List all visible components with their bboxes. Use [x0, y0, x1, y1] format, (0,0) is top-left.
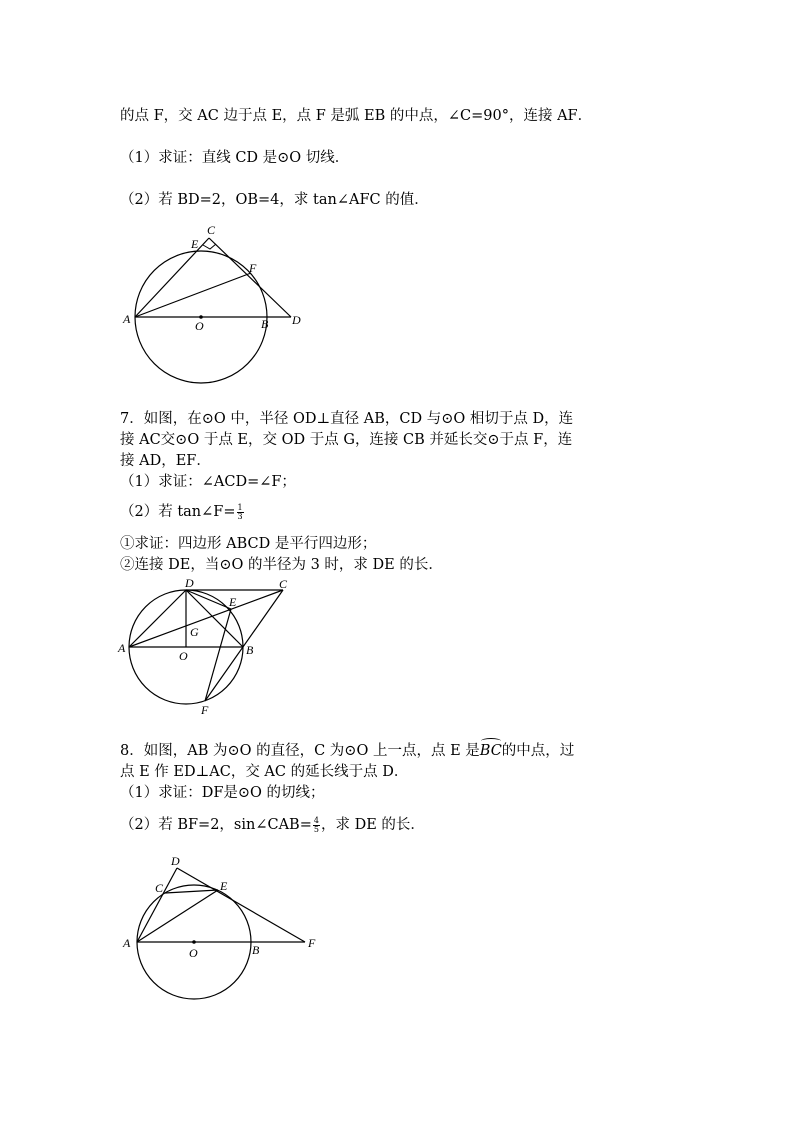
p8-label-C: C	[155, 881, 164, 895]
p6-right-angle-mark	[203, 244, 216, 249]
p8-line-DF	[177, 868, 305, 942]
p7-label-B: B	[246, 643, 254, 657]
p7-label-C: C	[279, 577, 288, 591]
p7-sub-2: ②连接 DE，当⊙O 的半径为 3 时，求 DE 的长．	[120, 557, 443, 573]
p8-line2: 点 E 作 ED⊥AC，交 AC 的延长线于点 D．	[120, 764, 409, 780]
p7-label-G: G	[190, 625, 199, 639]
p8-label-B: B	[252, 943, 260, 957]
p8-line1	[120, 741, 574, 761]
p8-label-A: A	[123, 936, 131, 950]
p7-label-F: F	[201, 703, 209, 717]
p7-question-2	[120, 502, 245, 522]
p6-line1: 的点 F，交 AC 边于点 E，点 F 是弧 EB 的中点，∠C=90°，连接 AF．	[120, 108, 593, 124]
p8-center-dot	[192, 940, 196, 944]
p7-q2-prefix: （2）若 tan∠F=	[120, 504, 236, 520]
p8-arc-BC: BC	[479, 743, 502, 759]
p8-fraction-num: 4	[313, 815, 319, 825]
p8-q2-suffix: ，求 DE 的长．	[320, 817, 425, 833]
p7-label-O: O	[179, 649, 188, 663]
p8-line1-a: 8．如图，AB 为⊙O 的直径，C 为⊙O 上一点，点 E 是	[120, 743, 480, 759]
p6-line-AF	[135, 273, 251, 317]
p6-label-D: D	[292, 313, 301, 327]
p8-label-D: D	[171, 854, 180, 868]
p8-label-O: O	[189, 946, 198, 960]
p8-line-AE	[137, 890, 218, 942]
p8-question-2	[120, 815, 425, 835]
p7-label-E: E	[229, 595, 237, 609]
p8-label-E: E	[220, 879, 228, 893]
p8-line-CE	[165, 890, 218, 893]
p8-line-AD	[137, 868, 177, 942]
p7-label-A: A	[118, 641, 126, 655]
p7-line-AD	[129, 590, 186, 647]
p6-question-2: （2）若 BD=2，OB=4，求 tan∠AFC 的值．	[120, 192, 429, 208]
p6-label-B: B	[261, 317, 269, 331]
p6-label-A: A	[123, 312, 131, 326]
p7-line1: 7．如图，在⊙O 中，半径 OD⊥直径 AB，CD 与⊙O 相切于点 D，连	[120, 411, 574, 427]
p8-line1-b: 的中点，过	[501, 743, 575, 759]
p6-line-CD	[209, 238, 291, 317]
p7-line3: 接 AD，EF．	[120, 453, 211, 469]
p8-fraction	[313, 817, 320, 834]
p6-label-O: O	[195, 319, 204, 333]
p7-label-D: D	[185, 576, 194, 590]
p7-question-1: （1）求证：∠ACD=∠F；	[120, 474, 296, 490]
p7-fraction-den: 3	[237, 511, 243, 521]
p8-question-1: （1）求证：DF是⊙O 的切线；	[120, 785, 325, 801]
p6-question-1: （1）求证：直线 CD 是⊙O 切线．	[120, 150, 350, 166]
p8-fraction-den: 5	[313, 824, 319, 834]
p7-sub-1: ①求证：四边形 ABCD 是平行四边形；	[120, 536, 377, 552]
p6-label-E: E	[191, 237, 199, 251]
p7-fraction	[237, 504, 244, 521]
p7-line2: 接 AC交⊙O 于点 E，交 OD 于点 G，连接 CB 并延长交⊙于点 F，连	[120, 432, 573, 448]
p7-line-DE	[186, 590, 231, 609]
p8-q2-prefix: （2）若 BF=2，sin∠CAB=	[120, 817, 312, 833]
p6-label-C: C	[207, 223, 216, 237]
p8-label-F: F	[308, 936, 316, 950]
p7-fraction-num: 1	[237, 502, 243, 512]
p7-line-CF	[205, 590, 283, 701]
p8-figure	[115, 850, 330, 1005]
p6-figure	[115, 218, 315, 358]
p6-label-F: F	[249, 261, 257, 275]
p7-figure	[115, 574, 305, 719]
